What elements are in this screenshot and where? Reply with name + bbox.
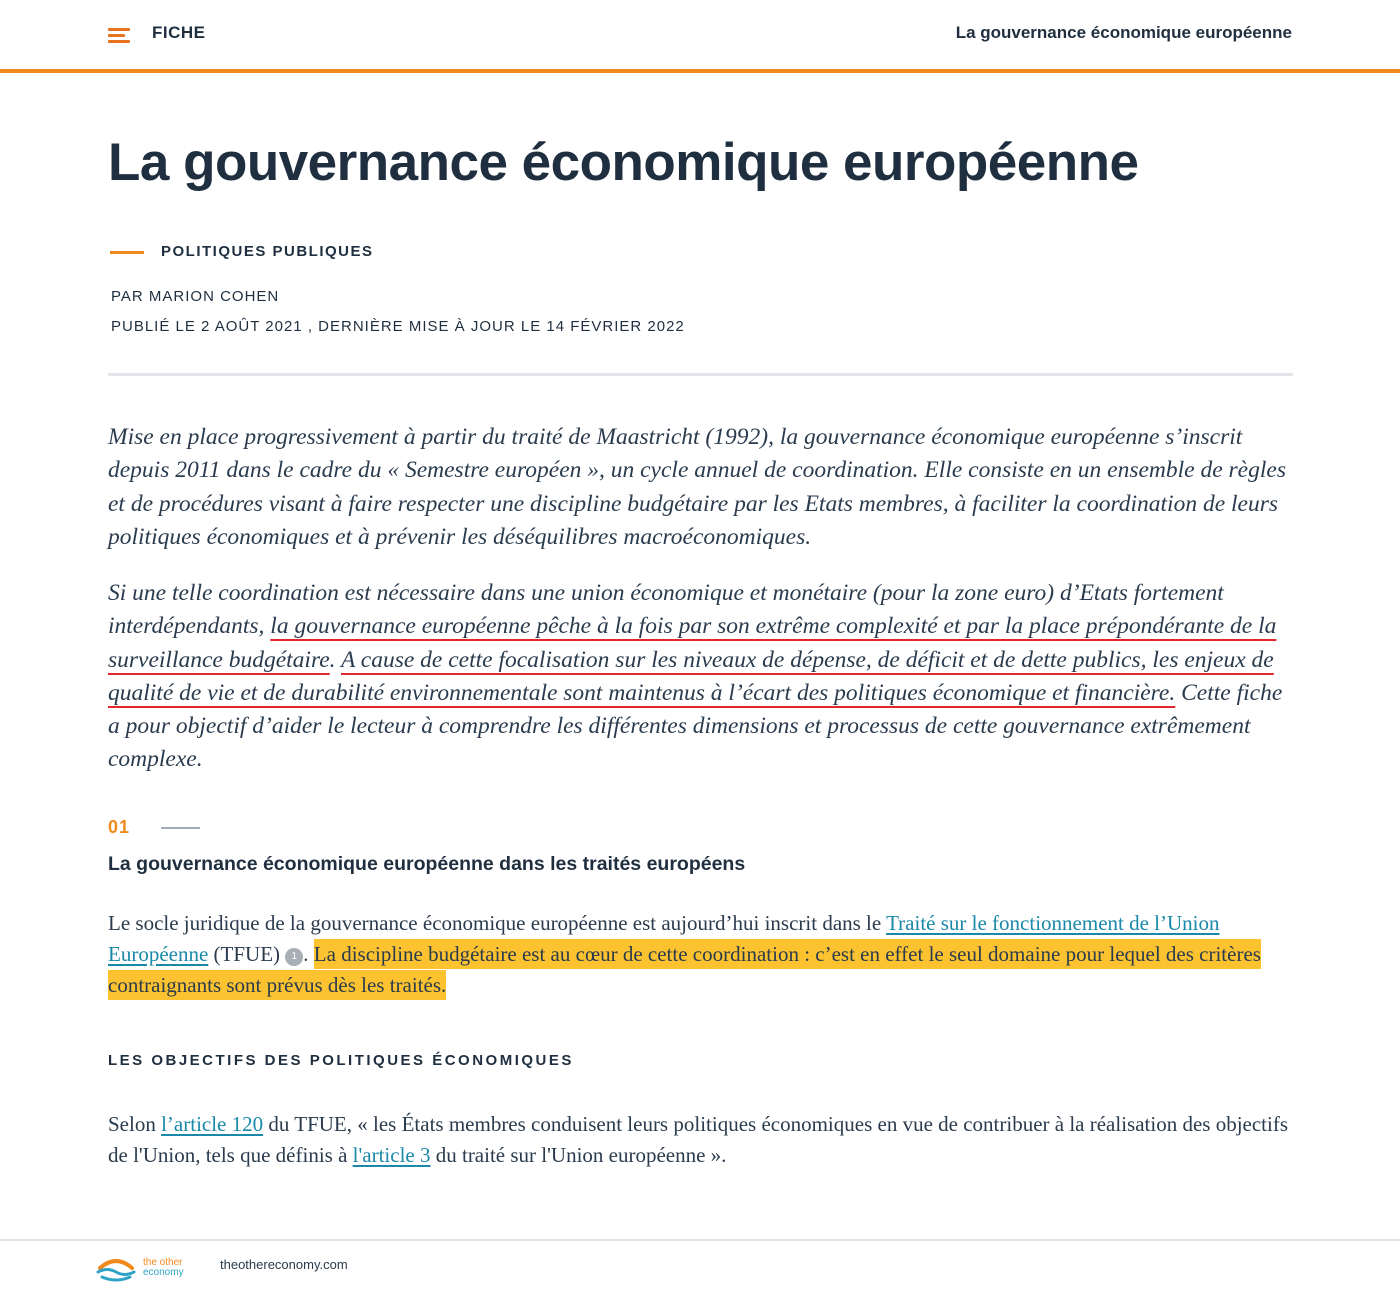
category-dash: [110, 251, 144, 254]
footnote-badge-icon[interactable]: 1: [285, 948, 303, 966]
hamburger-menu-icon[interactable]: [108, 28, 132, 44]
intro-paragraph-1: Mise en place progressivement à partir du traité de Maastricht (1992), la gouvernance économique européenne s’inscrit depuis 2011 dans le cadre du « Semestre européen », un cycle annuel de coordination. Elle consiste en un ensemble de règles et de procédures visant à faire respecter une discipline budgétaire par les Etats membres, à faciliter la coordination de leurs politiques économiques et à prévenir les déséquilibres macroéconomiques.: [108, 424, 1286, 550]
page-title: La gouvernance économique européenne: [108, 133, 1139, 192]
logo-line-1: the other: [143, 1257, 183, 1268]
intro-text: Cette fiche a pour objectif d’aider le lecteur à comprendre les différentes dimensions et processus de cette gouvernance extrêmement complexe.: [108, 679, 1283, 773]
article-120-link[interactable]: l’article 120: [161, 1112, 264, 1136]
underlined-passage-2: A cause de cette focalisation sur les niveaux de dépense, de déficit et de dette publics, les enjeux de qualité de vie et de durabilité environnementale sont maintenus à l’écart des politiques économique et financière.: [108, 646, 1274, 706]
subsection-paragraph: [108, 1109, 1293, 1171]
section-number: 01: [108, 817, 131, 837]
tfue-link[interactable]: Traité sur le fonctionnement de l’Union Européenne: [108, 911, 1220, 966]
section-title: La gouvernance économique européenne dans les traités européens: [108, 853, 746, 875]
body-text: .: [303, 942, 314, 966]
footer-url[interactable]: theothereconomy.com: [220, 1257, 348, 1272]
logo-wordmark: [143, 1258, 184, 1278]
underlined-passage-1: la gouvernance européenne pêche à la fois par son extrême complexité et par la place prépondérante de la surveillance budgétaire: [108, 613, 1277, 673]
header-page-title: La gouvernance économique européenne: [955, 23, 1292, 42]
intro-text: .: [329, 646, 341, 673]
subsection-title: LES OBJECTIFS DES POLITIQUES ÉCONOMIQUES: [108, 1052, 574, 1069]
page-footer: [0, 1239, 1400, 1293]
section-label[interactable]: FICHE: [152, 23, 206, 42]
section-paragraph: [108, 908, 1293, 1001]
intro-paragraph-2: [108, 577, 1293, 777]
body-text: Le socle juridique de la gouvernance économique européenne est aujourd’hui inscrit dans le: [108, 911, 887, 935]
body-text: du traité sur l'Union européenne ».: [430, 1143, 727, 1167]
category-label[interactable]: POLITIQUES PUBLIQUES: [161, 243, 374, 260]
intro-text: Si une telle coordination est nécessaire dans une union économique et monétaire (pour la zone euro) d’Etats fortement interdépendants,: [108, 580, 1224, 640]
section-dash: [161, 827, 200, 829]
body-text: du TFUE, « les États membres conduisent leurs politiques économiques en vue de contribuer à la réalisation des objectifs de l'Union, tels que définis à: [108, 1112, 1288, 1167]
body-text: Selon: [108, 1112, 162, 1136]
publication-dates: PUBLIÉ LE 2 AOÛT 2021 , DERNIÈRE MISE À JOUR LE 14 FÉVRIER 2022: [111, 318, 685, 335]
highlighted-passage: La discipline budgétaire est au cœur de cette coordination : c’est en effet le seul domaine pour lequel des critères contraignants sont prévus dès les traités.: [108, 939, 1261, 1000]
article-3-link[interactable]: l'article 3: [352, 1143, 431, 1167]
body-text: (TFUE): [208, 942, 286, 966]
logo-line-2: economy: [143, 1267, 184, 1278]
top-bar: [0, 0, 1400, 73]
header-divider: [108, 373, 1293, 376]
author-byline: PAR MARION COHEN: [111, 288, 280, 305]
